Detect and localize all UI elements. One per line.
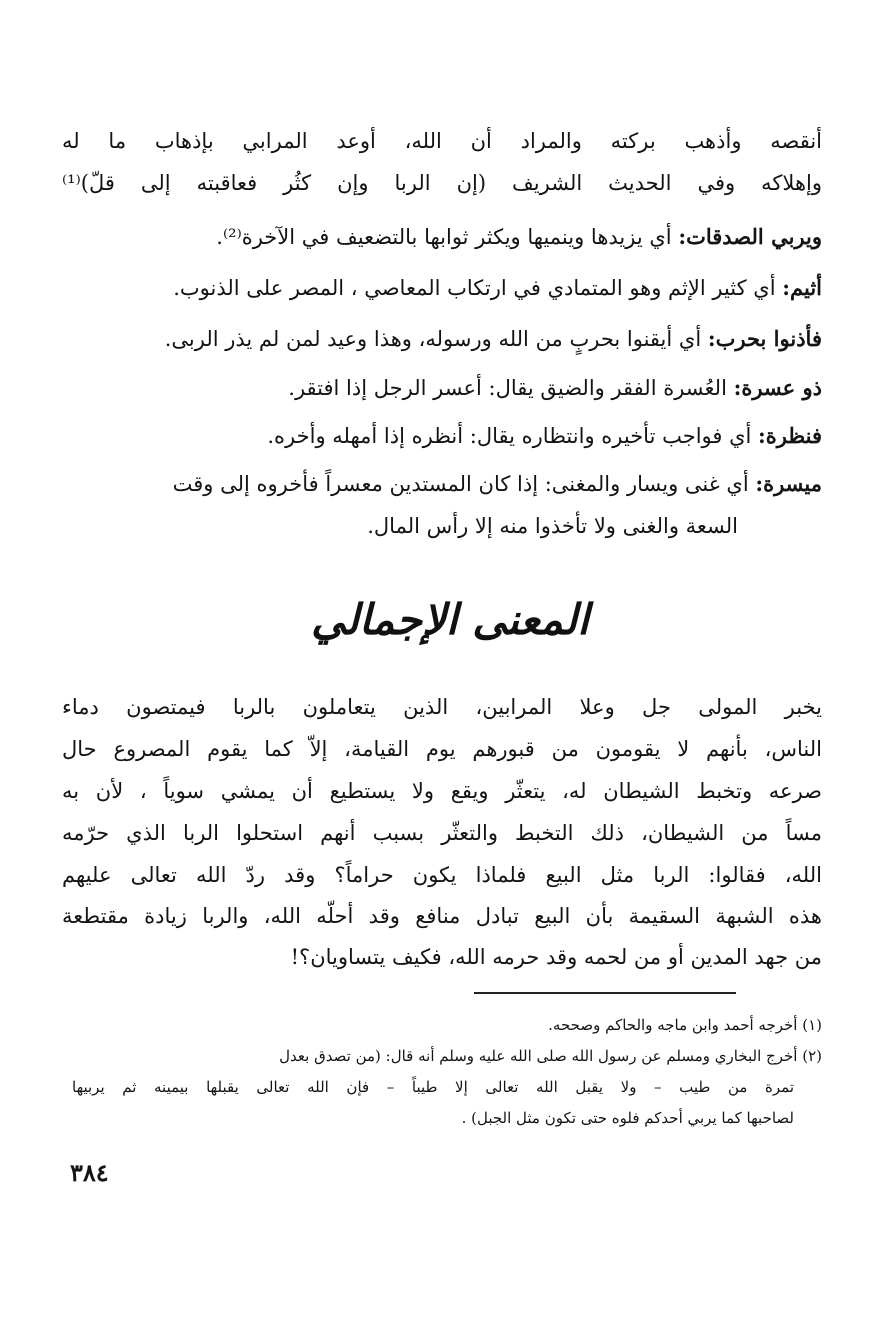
definition-line	[62, 421, 822, 451]
paragraph-line: مساً من الشيطان، ذلك التخبط والتعثّر بسبب أنهم استحلوا الربا الذي حرّمه	[62, 821, 822, 845]
paragraph-line: صرعه وتخبط الشيطان له، يتعثّر ويقع ولا يستطيع أن يمشي سوياً ، لأن به	[62, 779, 822, 803]
footnote-continuation: تمرة من طيب – ولا يقبل الله تعالى إلا طيباً – فإن الله تعالى يقبلها بيمينه ثم يربيها	[72, 1078, 794, 1096]
definition-line	[62, 469, 822, 499]
paragraph-line: الله، فقالوا: الربا مثل البيع فلماذا يكون حراماً؟ وقد ردّ الله تعالى عليهم	[62, 863, 822, 887]
definition-text: السعة والغنى ولا تأخذوا منه إلا رأس المال.	[367, 514, 738, 538]
definition-text: وإهلاكه وفي الحديث الشريف (إن الربا وإن كثُر فعاقبته إلى قلّ)⁽¹⁾	[62, 171, 822, 195]
definition-term: ويربي الصدقات:	[678, 224, 822, 249]
definition-line	[62, 126, 822, 156]
definition-text: أي فواجب تأخيره وانتظاره يقال: أنظره إذا أمهله وأخره.	[267, 424, 759, 448]
definition-line	[62, 273, 822, 303]
paragraph-line: الناس، بأنهم لا يقومون من قبورهم يوم القيامة، إلاّ كما يقوم المصروع حال	[62, 737, 822, 761]
definition-text: أي يزيدها وينميها ويكثر ثوابها بالتضعيف في الآخرة⁽²⁾.	[216, 225, 679, 249]
paragraph-line: من جهد المدين أو من لحمه وقد حرمه الله، فكيف يتساويان؟!	[290, 945, 822, 969]
definition-term: ذو عسرة:	[733, 375, 822, 400]
page-number: ٣٨٤	[70, 1158, 109, 1187]
definition-text: العُسرة الفقر والضيق يقال: أعسر الرجل إذا افتقر.	[288, 376, 734, 400]
definition-text: أي كثير الإثم وهو المتمادي في ارتكاب المعاصي ، المصر على الذنوب.	[173, 276, 783, 300]
definition-term: ميسرة:	[755, 471, 822, 496]
paragraph-line: يخبر المولى جل وعلا المرابين، الذين يتعاملون بالربا فيمتصون دماء	[62, 695, 822, 719]
footnote: (١) أخرجه أحمد وابن ماجه والحاكم وصححه.	[548, 1016, 822, 1034]
definition-line	[148, 511, 738, 541]
definition-term: فنظرة:	[758, 423, 822, 448]
paragraph-line: هذه الشبهة السقيمة بأن البيع تبادل منافع وقد أحلّه الله، والربا زيادة مقتطعة	[62, 904, 822, 928]
footnote: (٢) أخرج البخاري ومسلم عن رسول الله صلى الله عليه وسلم أنه قال: (من تصدق بعدل	[279, 1047, 822, 1065]
definition-line	[62, 324, 822, 354]
definition-text: أنقصه وأذهب بركته والمراد أن الله، أوعد المرابي بإذهاب ما له	[62, 129, 822, 153]
definition-term: أثيم:	[782, 275, 822, 300]
definition-term: فأذنوا بحرب:	[707, 326, 822, 351]
definition-text: أي غنى ويسار والمغنى: إذا كان المستدين معسراً فأخروه إلى وقت	[172, 472, 756, 496]
definition-line	[62, 222, 822, 252]
section-heading: المعنى الإجمالي	[311, 595, 589, 644]
footnote-separator	[474, 992, 736, 994]
definition-text: أي أيقنوا بحربٍ من الله ورسوله، وهذا وعيد لمن لم يذر الربى.	[164, 327, 708, 351]
definition-line	[62, 373, 822, 403]
footnote-continuation: لصاحبها كما يربي أحدكم فلوه حتى تكون مثل الجبل) .	[461, 1109, 794, 1127]
definition-line	[62, 168, 822, 198]
